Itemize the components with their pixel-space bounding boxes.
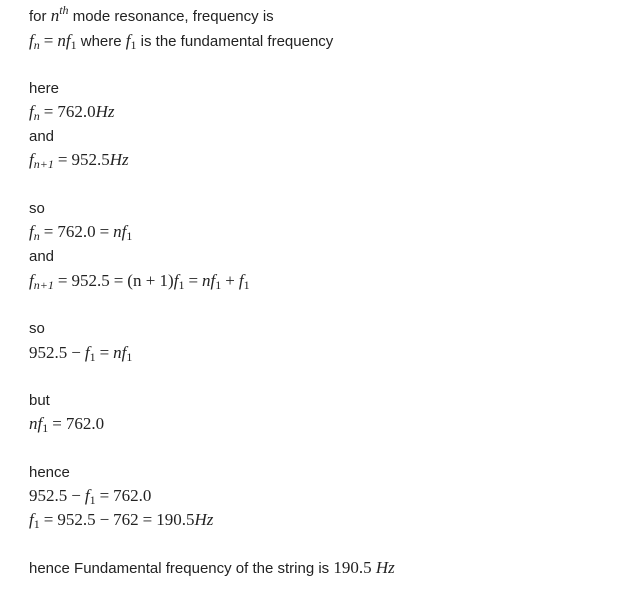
var-n: n (113, 343, 122, 362)
var-f: f (84, 343, 90, 362)
sub-1: 1 (126, 229, 133, 243)
sub-1: 1 (130, 38, 137, 52)
value-762: 762.0 (113, 486, 152, 505)
equals-sign: = (99, 486, 110, 505)
line-nth-mode (29, 3, 274, 27)
text-fundamental: is the fundamental frequency (136, 33, 334, 50)
line-here (29, 79, 59, 99)
sub-n: n (33, 109, 40, 123)
minus-sign: − (71, 486, 81, 505)
value-952: 952.5 (71, 271, 110, 290)
sub-1: 1 (89, 350, 96, 364)
line-fn-value (29, 102, 114, 123)
equals-sign: = (43, 222, 54, 241)
value-952: 952.5 (57, 510, 96, 529)
equals-sign: = (113, 271, 124, 290)
equals-sign: = (142, 510, 153, 529)
var-f: f (121, 222, 127, 241)
equals-sign: = (43, 102, 54, 121)
sub-1: 1 (126, 350, 133, 364)
sub-1: 1 (215, 278, 222, 292)
unit-hz: Hz (95, 102, 115, 121)
line-nf1-value (29, 414, 104, 435)
line-fn1-value (29, 150, 129, 171)
sub-n-plus-1: n+1 (33, 278, 54, 292)
line-final-answer (29, 558, 395, 579)
unit-hz: Hz (194, 510, 214, 529)
value-762: 762.0 (57, 222, 96, 241)
sub-1: 1 (178, 278, 185, 292)
var-f: f (121, 343, 127, 362)
line-fn-equals-nf1 (29, 31, 333, 52)
value-762: 762 (113, 510, 139, 529)
sub-1: 1 (89, 493, 96, 507)
var-f: f (173, 271, 179, 290)
unit-hz: Hz (109, 150, 129, 169)
line-but (29, 391, 50, 411)
expr-n-plus-1: (n + 1) (127, 271, 174, 290)
sub-1: 1 (70, 38, 77, 52)
text-here: here (29, 80, 60, 97)
line-and-1 (29, 127, 54, 147)
equals-sign: = (57, 271, 68, 290)
line-so-1 (29, 199, 45, 219)
text-so: so (29, 200, 45, 217)
sub-n-plus-1: n+1 (33, 157, 54, 171)
var-f: f (29, 271, 34, 290)
text-and: and (29, 248, 55, 265)
var-f: f (29, 222, 34, 241)
value-762: 762.0 (57, 102, 96, 121)
sub-1: 1 (33, 517, 40, 531)
text-and: and (29, 128, 55, 145)
text-mode-resonance: mode resonance, frequency is (68, 8, 274, 25)
equals-sign: = (43, 510, 54, 529)
text-so: so (29, 320, 45, 337)
sub-1: 1 (243, 278, 250, 292)
line-so-2 (29, 319, 45, 339)
var-f: f (37, 414, 43, 433)
value-952: 952.5 (71, 150, 110, 169)
var-n: n (202, 271, 211, 290)
var-n: n (57, 31, 66, 50)
plus-sign: + (225, 271, 235, 290)
line-952-minus-f1 (29, 343, 132, 364)
var-f: f (125, 31, 131, 50)
minus-sign: − (99, 510, 110, 529)
line-952-minus-f1-762 (29, 486, 151, 507)
text-but: but (29, 392, 50, 409)
var-f: f (29, 510, 34, 529)
text-final-answer: hence Fundamental frequency of the string is (29, 560, 334, 577)
value-762: 762.0 (65, 414, 105, 433)
var-f: f (84, 486, 90, 505)
var-f: f (29, 150, 34, 169)
value-952: 952.5 (29, 486, 68, 505)
equals-sign: = (99, 222, 110, 241)
line-and-2 (29, 247, 54, 267)
sub-n: n (33, 38, 40, 52)
var-f: f (29, 102, 34, 121)
superscript-th: th (59, 3, 69, 17)
value-190: 190.5 (333, 558, 372, 577)
var-f: f (238, 271, 244, 290)
line-hence-1 (29, 463, 70, 483)
sub-n: n (33, 229, 40, 243)
value-952: 952.5 (29, 343, 68, 362)
equals-sign: = (57, 150, 68, 169)
equals-sign: = (43, 31, 54, 50)
value-190: 190.5 (156, 510, 195, 529)
text-for: for (29, 8, 51, 25)
equals-sign: = (188, 271, 199, 290)
var-f: f (65, 31, 71, 50)
line-fn1-expansion (29, 271, 250, 292)
var-n: n (113, 222, 122, 241)
unit-hz: Hz (375, 558, 395, 577)
text-hence: hence (29, 464, 70, 481)
var-f: f (210, 271, 216, 290)
text-where: where (76, 33, 126, 50)
var-n: n (29, 414, 38, 433)
sub-1: 1 (42, 421, 49, 435)
line-f1-result (29, 510, 213, 531)
equals-sign: = (99, 343, 110, 362)
var-n: n (50, 6, 60, 25)
minus-sign: − (71, 343, 81, 362)
equals-sign: = (52, 414, 62, 433)
var-f: f (29, 31, 34, 50)
line-fn-eq-nf1 (29, 222, 132, 243)
